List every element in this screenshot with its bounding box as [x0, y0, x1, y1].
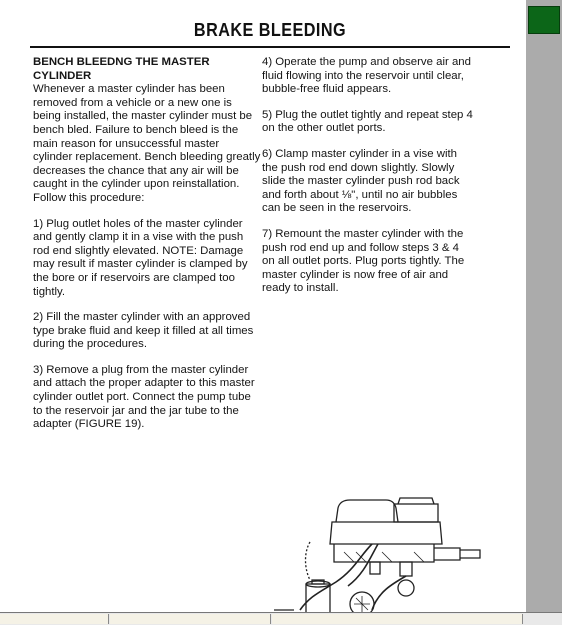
right-column: [262, 56, 474, 308]
step-7: 7) Remount the master cylinder with the push rod end up and follow steps 3 & 4 on all outlet ports. Plug ports tightly. The master cylinder is now free of air and ready to install.: [262, 227, 465, 295]
step-1-note: NOTE: Damage may result if master cylinder is clamped by the bore or if reservoirs are clamped too tightly.: [33, 244, 248, 298]
title-divider: [30, 46, 510, 48]
master-cylinder-diagram: [274, 492, 494, 612]
section-heading: BENCH BLEEDNG THE MASTER CYLINDER: [33, 56, 210, 82]
intro-text: Whenever a master cylinder has been removed from a vehicle or a new one is being installed, the master cylinder must be bench bled. Failure to bench bleed is the main reason for unsuccessful master cylinder replacement. Bench bleeding greatly decreases the chance that any air will be caught in the cylinder upon reinstallation. Follow this procedure:: [33, 83, 261, 204]
bottom-bar-segment[interactable]: [0, 614, 109, 624]
step-5: 5) Plug the outlet tightly and repeat step 4 on the other outlet ports.: [262, 108, 473, 135]
viewer-bottom-bar: [0, 612, 562, 625]
page-title: BRAKE BLEEDING: [193, 20, 347, 40]
step-2: 2) Fill the master cylinder with an approved type brake fluid and keep it filled at all times during the procedures.: [33, 311, 254, 351]
left-column: [33, 56, 261, 444]
bottom-bar-segment[interactable]: [110, 614, 271, 624]
vertical-scrollbar[interactable]: [526, 0, 562, 612]
step-4: 4) Operate the pump and observe air and fluid flowing into the reservoir until clear, bubble-free fluid appears.: [262, 56, 471, 96]
bottom-bar-segment[interactable]: [272, 614, 523, 624]
step-3: 3) Remove a plug from the master cylinder and attach the proper adapter to this master cylinder outlet port. Connect the pump tube to the reservoir jar and the jar tube to the adapter (FIGURE 19).: [33, 363, 255, 431]
step-6: 6) Clamp master cylinder in a vise with the push rod end down slightly. Slowly slide the master cylinder push rod back and forth about ⅛", until no air bubbles can be seen in the reservoirs.: [262, 147, 460, 215]
scroll-thumb[interactable]: [528, 6, 560, 34]
intro-paragraph: [33, 56, 261, 206]
step-1: [33, 218, 261, 300]
step-1-text: 1) Plug outlet holes of the master cylinder and gently clamp it in a vise with the push rod end slightly elevated.: [33, 217, 244, 257]
